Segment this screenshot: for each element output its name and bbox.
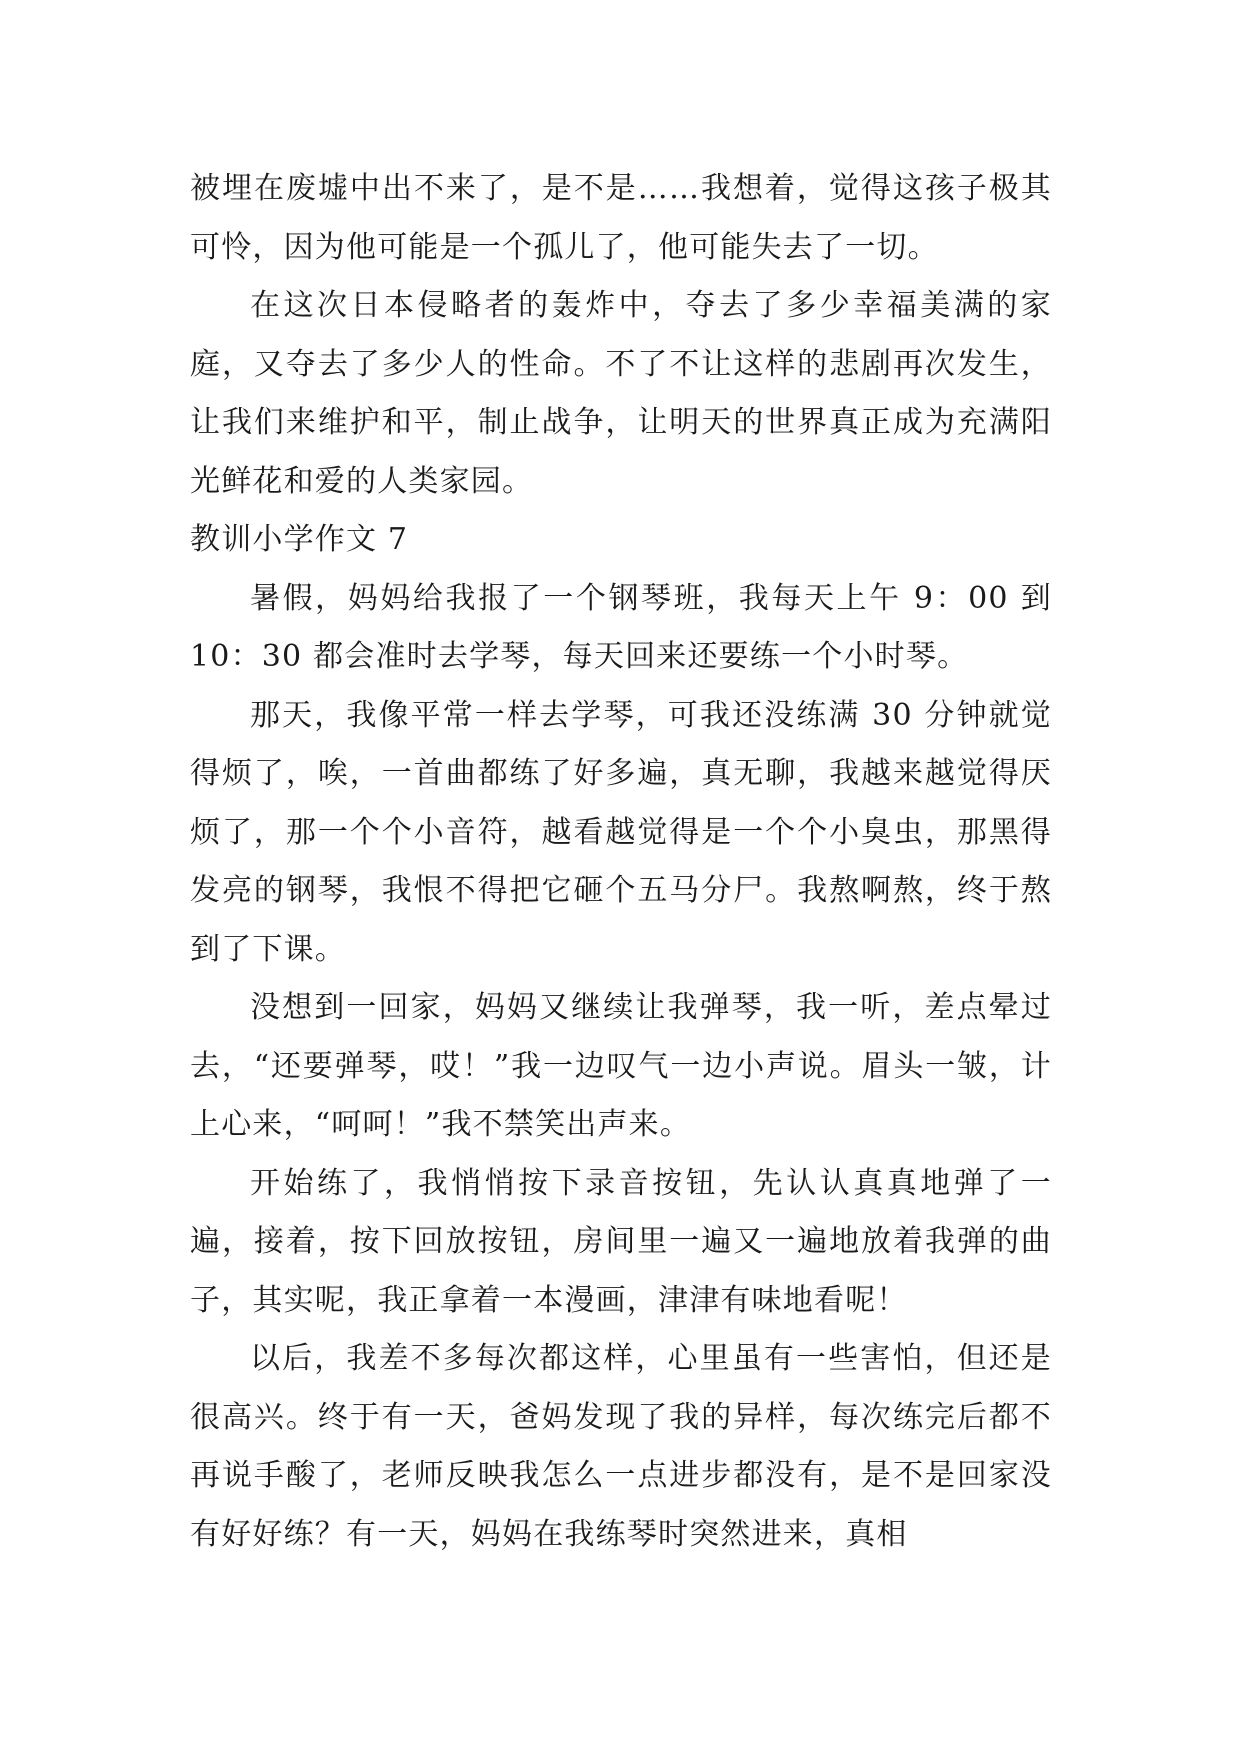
paragraph-continued: 被埋在废墟中出不来了，是不是……我想着，觉得这孩子极其可怜，因为他可能是一个孤儿了，他可能失去了一切。: [190, 171, 1052, 265]
paragraph-plan: 没想到一回家，妈妈又继续让我弹琴，我一听，差点晕过去，“还要弹琴，哎！”我一边叹气一边小声说。眉头一皱，计上心来，“呵呵！”我不禁笑出声来。: [190, 990, 1052, 1142]
paragraph-recording-trick: 开始练了，我悄悄按下录音按钮，先认认真真地弹了一遍，接着，按下回放按钮，房间里一遍又一遍地放着我弹的曲子，其实呢，我正拿着一本漫画，津津有味地看呢！: [190, 1165, 1052, 1318]
paragraph-discovery: 以后，我差不多每次都这样，心里虽有一些害怕，但还是很高兴。终于有一天，爸妈发现了我的异样，每次练完后都不再说手酸了，老师反映我怎么一点进步都没有，是不是回家没有好好练？有一天，妈妈在我练琴时突然进来，真相: [190, 1341, 1052, 1552]
paragraph-war-reflection: 在这次日本侵略者的轰炸中，夺去了多少幸福美满的家庭，又夺去了多少人的性命。不了不让这样的悲剧再次发生，让我们来维护和平，制止战争，让明天的世界真正成为充满阳光鲜花和爱的人类家园。: [190, 288, 1052, 499]
document-body: [190, 160, 1052, 1564]
paragraph-piano-class: 暑假，妈妈给我报了一个钢琴班，我每天上午 9：00 到 10：30 都会准时去学琴，每天回来还要练一个小时琴。: [190, 580, 1052, 674]
paragraph-bored-practice: 那天，我像平常一样去学琴，可我还没练满 30 分钟就觉得烦了，唉，一首曲都练了好多遍，真无聊，我越来越觉得厌烦了，那一个个小音符，越看越觉得是一个个小臭虫，那黑得发亮的钢琴，我恨不得把它砸个五马分尸。我熬啊熬，终于熬到了下课。: [190, 697, 1052, 967]
section-heading: 教训小学作文 7: [190, 522, 409, 557]
